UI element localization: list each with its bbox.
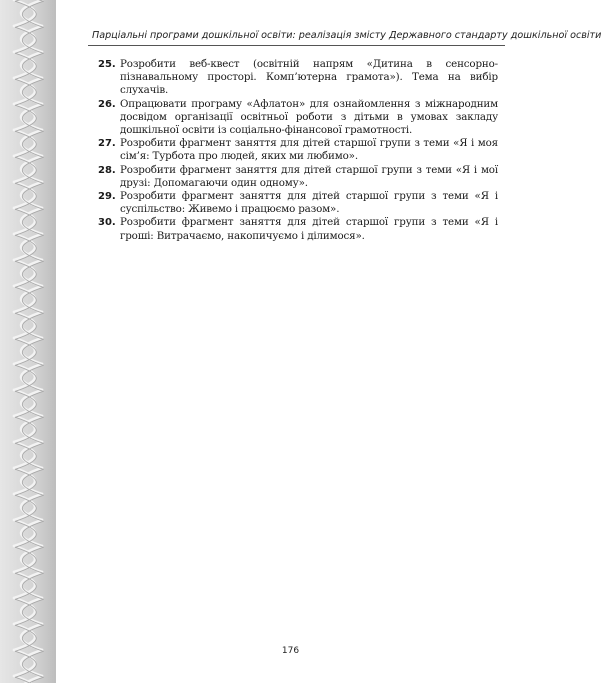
task-text: Розробити фрагмент заняття для дітей старшої групи з теми «Я і гроші: Витрачаємо, накопичуємо і ділимося». (120, 216, 498, 242)
list-item (98, 164, 498, 190)
header-rule (88, 45, 505, 46)
task-text: Розробити фрагмент заняття для дітей старшої групи з теми «Я і суспільство: Живемо і працюємо разом». (120, 190, 498, 216)
list-item (98, 98, 498, 138)
task-number: 30. (98, 217, 116, 229)
task-text: Розробити веб-квест (освітній напрям «Дитина в сенсорно-пізнавальному просторі. Комп’ютерна грамота»). Тема на вибір слухачів. (120, 58, 498, 97)
task-list (98, 58, 498, 243)
task-text: Розробити фрагмент заняття для дітей старшої групи з теми «Я і моя сім’я: Турбота про людей, яких ми любимо». (120, 137, 498, 163)
running-head: Парціальні програми дошкільної освіти: реалізація змісту Державного стандарту дошкільної освіти (92, 30, 601, 41)
task-number: 28. (98, 164, 116, 176)
list-item (98, 190, 498, 216)
task-number: 25. (98, 59, 116, 70)
task-number: 26. (98, 98, 116, 110)
braid-ornament (8, 0, 48, 683)
task-text: Розробити фрагмент заняття для дітей старшої групи з теми «Я і мої друзі: Допомагаючи один одному». (120, 163, 498, 189)
decorative-side-border (0, 0, 56, 683)
list-item (98, 137, 498, 163)
task-number: 29. (98, 191, 116, 203)
list-item (98, 58, 498, 98)
task-number: 27. (98, 138, 116, 150)
page-number: 176 (281, 646, 300, 656)
task-text: Опрацювати програму «Афлатон» для ознайомлення з міжнародним досвідом організації освітньої роботи з дітьми в умовах закладу дошкільної освіти із соціально-фінансової грамотності. (120, 97, 498, 137)
list-item (98, 216, 498, 242)
